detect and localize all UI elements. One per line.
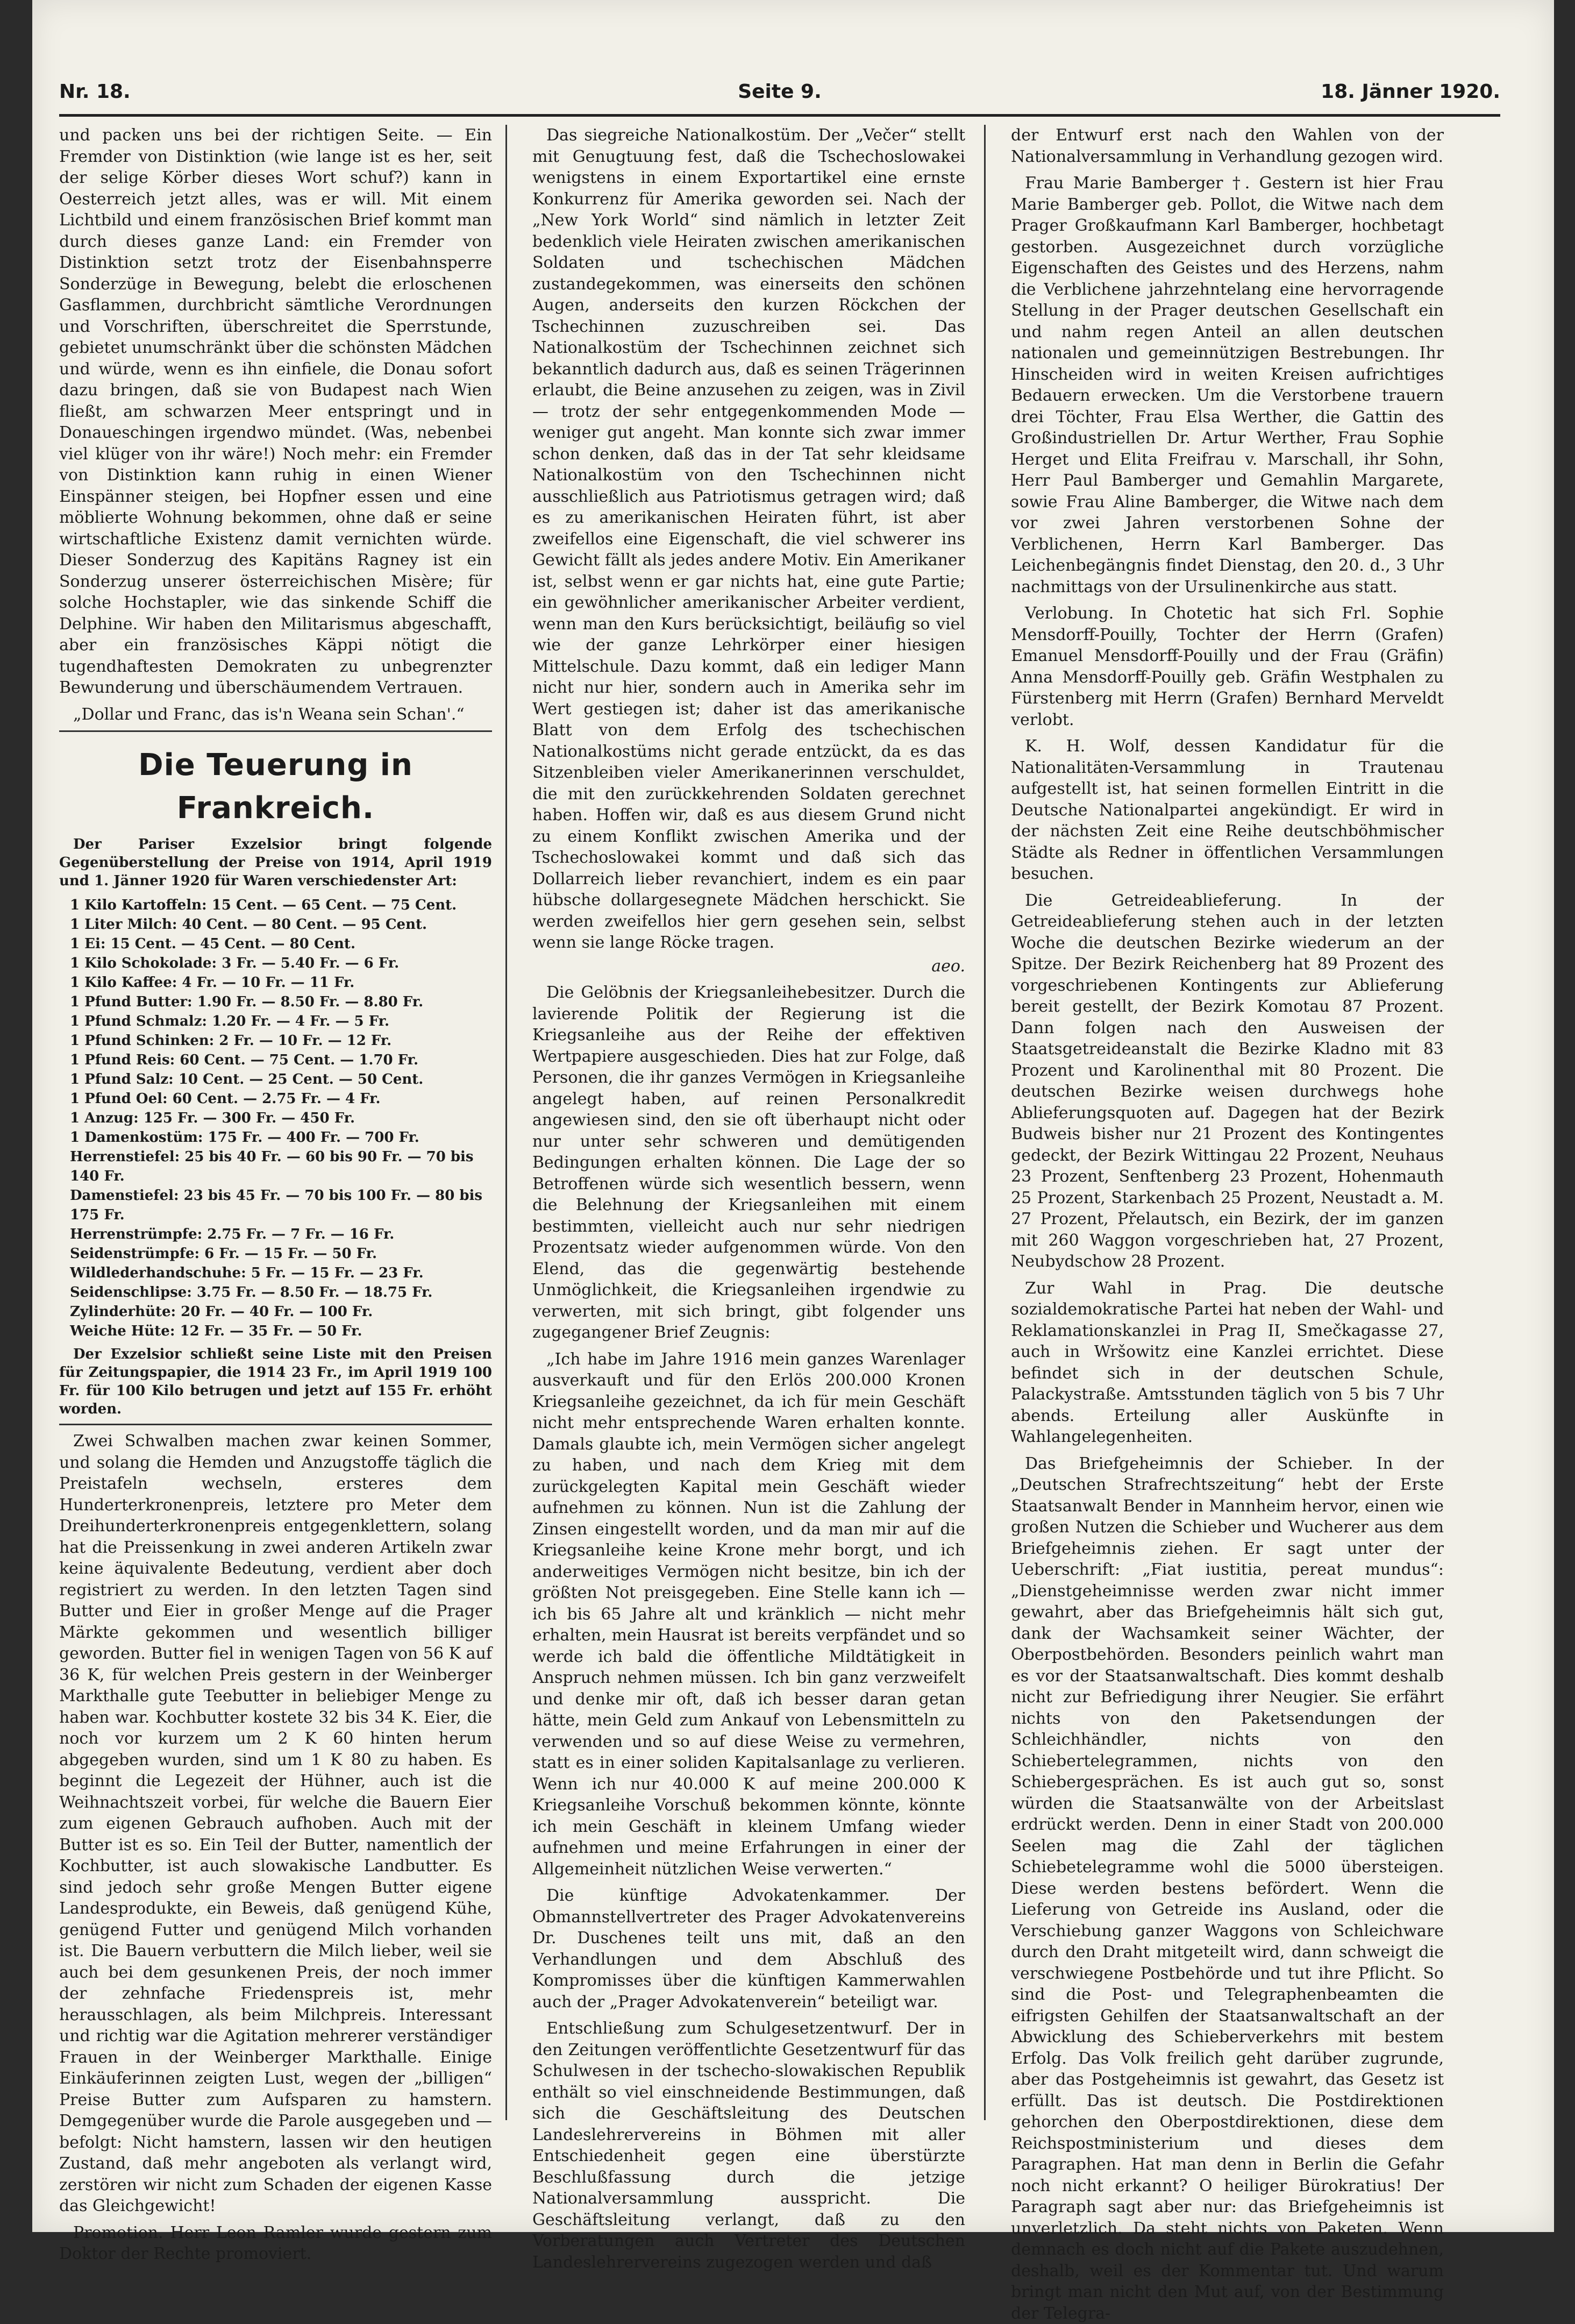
price-item: Herrenstiefel: 25 bis 40 Fr. — 60 bis 90 Fr. — 70 bis 140 Fr.: [70, 1147, 492, 1186]
article-text: Das siegreiche Nationalkostüm. Der „Večer“ stellt mit Genugtuung fest, daß die Tschechoslowakei wenigstens in einem Exportartikel eine ernste Konkurrenz für Amerika geworden sei. Nach der „New York World“ sind nämlich in letzter Zeit bedenklich viele Heiraten zwischen amerikanischen Soldaten und tschechischen Mädchen zustandegekommen, was einerseits den schönen Augen, anderseits den kurzen Röckchen der Tschechinnen zuzuschreiben sei. Das Nationalkostüm der Tschechinnen zeichnet sich bekanntlich dadurch aus, daß es seinen Trägerinnen erlaubt, die Beine anzusehen zu zeigen, was in Zivil — trotz der sehr entgegenkommenden Mode — weniger gut angeht. Man konnte sich zwar immer schon denken, daß das in der Tat sehr kleidsame Nationalkostüm von den Tschechinnen nicht ausschließlich aus Patriotismus getragen wird; daß es zu amerikanischen Heiraten führt, ist aber zweifellos eine Eigenschaft, die viel schwerer ins Gewicht fällt als jedes andere Motiv. Ein Amerikaner ist, selbst wenn er gar nichts hat, eine gute Partie; ein gewöhnlicher amerikanischer Arbeiter verdient, wenn man den Kurs berücksichtigt, beiläufig so viel wie der ganze Lehrkörper einer hiesigen Mittelschule. Dazu kommt, daß ein lediger Mann nicht nur hier, sondern auch in Amerika sehr im Wert gestiegen ist; daher ist das amerikanische Blatt von dem Erfolg des tschechischen Nationalkostüms nicht gerade entzückt, da es das Sitzenbleiben vieler Amerikanerinnen verschuldet, die mit den zurückkehrenden Soldaten gerechnet haben. Hoffen wir, daß es aus diesem Grund nicht zu einem Konflikt zwischen Amerika und der Tschechoslowakei kommt und daß sich das Dollarreich lieber revanchiert, indem es ein paar hübsche dollargesegnete Mädchen herschickt. Sie werden zweifellos hier gern gesehen sein, selbst wenn sie lange Röcke tragen.: [532, 125, 965, 954]
price-item: 1 Liter Milch: 40 Cent. — 80 Cent. — 95 Cent.: [70, 915, 492, 934]
price-item: 1 Pfund Salz: 10 Cent. — 25 Cent. — 50 Cent.: [70, 1070, 492, 1089]
price-item: 1 Pfund Butter: 1.90 Fr. — 8.50 Fr. — 8.80 Fr.: [70, 992, 492, 1012]
price-item: 1 Pfund Schinken: 2 Fr. — 10 Fr. — 12 Fr.: [70, 1031, 492, 1050]
column-3: [1011, 125, 1444, 2131]
price-item: Seidenstrümpfe: 6 Fr. — 15 Fr. — 50 Fr.: [70, 1244, 492, 1263]
column-divider: [984, 125, 986, 2120]
header-rule: [59, 114, 1500, 117]
article-headline: Die Teuerung in Frankreich.: [59, 744, 492, 830]
price-item: 1 Anzug: 125 Fr. — 300 Fr. — 450 Fr.: [70, 1108, 492, 1128]
article-text: Promotion. Herr Leon Ramler wurde gestern zum Doktor der Rechte promoviert.: [59, 2222, 492, 2265]
price-item: 1 Kilo Kaffee: 4 Fr. — 10 Fr. — 11 Fr.: [70, 973, 492, 992]
page-header: [59, 81, 1500, 111]
article-signature: aeo.: [532, 956, 965, 977]
article-text: der Entwurf erst nach den Wahlen von der Nationalversammlung in Verhandlung gezogen wird.: [1011, 125, 1444, 167]
price-item: 1 Pfund Schmalz: 1.20 Fr. — 4 Fr. — 5 Fr.: [70, 1012, 492, 1031]
price-item: 1 Pfund Oel: 60 Cent. — 2.75 Fr. — 4 Fr.: [70, 1089, 492, 1108]
price-item: 1 Ei: 15 Cent. — 45 Cent. — 80 Cent.: [70, 934, 492, 954]
article-quote: „Dollar und Franc, das is'n Weana sein Schan'.“: [59, 704, 492, 726]
article-letter: „Ich habe im Jahre 1916 mein ganzes Warenlager ausverkauft und für den Erlös 200.000 Kronen Kriegsanleihe gezeichnet, da ich für mein Geschäft nicht mehr entsprechende Waren erhalten konnte. Damals glaubte ich, mein Vermögen sicher angelegt zu haben, und nach dem Krieg mit dem zurückgelegten Kapital mein Geschäft wieder aufnehmen zu können. Nun ist die Zahlung der Zinsen eingestellt worden, und da man mir auf die Kriegsanleihe keine Krone mehr borgt, und ich anderweitiges Vermögen nicht besitze, bin ich der größten Not preisgegeben. Eine Stelle kann ich — ich bis 65 Jahre alt und kränklich — nicht mehr erhalten, mein Hausrat ist bereits verpfändet und so werde ich bald die öffentliche Mildtätigkeit in Anspruch nehmen müssen. Ich bin ganz verzweifelt und denke mir oft, daß ich besser daran getan hätte, mein Geld zum Ankauf von Lebensmitteln zu verwenden und so auf diese Weise zu vermehren, statt es in einer soliden Kapitalsanlage zu verlieren. Wenn ich nur 40.000 K auf meine 200.000 K Kriegsanleihe Vorschuß bekommen könnte, könnte ich mein Geschäft in kleinem Umfang wieder aufnehmen und meine Erfahrungen in einer der Allgemeinheit nützlichen Weise verwerten.“: [532, 1349, 965, 1880]
article-intro: Der Pariser Exzelsior bringt folgende Gegenüberstellung der Preise von 1914, April 1919 und 1. Jänner 1920 für Waren verschiedenster Art:: [59, 835, 492, 890]
price-list: [59, 896, 492, 1341]
issue-date: 18. Jänner 1920.: [1321, 81, 1500, 103]
price-item: Seidenschlipse: 3.75 Fr. — 8.50 Fr. — 18.75 Fr.: [70, 1283, 492, 1302]
price-item: 1 Damenkostüm: 175 Fr. — 400 Fr. — 700 Fr.: [70, 1128, 492, 1147]
article-closing: Der Exzelsior schließt seine Liste mit den Preisen für Zeitungspapier, die 1914 23 Fr., im April 1919 100 Fr. für 100 Kilo betrugen und jetzt auf 155 Fr. erhöht worden.: [59, 1345, 492, 1418]
article-text: Verlobung. In Chotetic hat sich Frl. Sophie Mensdorff-Pouilly, Tochter der Herrn (Grafen) Emanuel Mensdorff-Pouilly und der Frau (Gräfin) Anna Mensdorff-Pouilly geb. Gräfin Westphalen zu Fürstenberg mit Herrn (Grafen) Bernhard Merveldt verlobt.: [1011, 603, 1444, 730]
article-text: Die Gelöbnis der Kriegsanleihebesitzer. Durch die lavierende Politik der Regierung ist die Kriegsanleihe aus der Reihe der effektiven Wertpapiere ausgeschieden. Dies hat zur Folge, daß Personen, die ihr ganzes Vermögen in Kriegsanleihe angelegt haben, auf reinen Personalkredit angewiesen sind, den sie oft überhaupt nicht oder nur unter sehr schweren und demütigenden Bedingungen erhalten können. Die Lage der so Betroffenen würde sich wesentlich bessern, wenn die Belehnung der Kriegsanleihen mit einem bestimmten, vielleicht auch nur sehr niedrigen Prozentsatz wieder aufgenommen würde. Von den Elend, das die gegenwärtig bestehende Unmöglichkeit, die Kriegsanleihen irgendwie zu verwerten, mit sich bringt, gibt folgender uns zugegangener Brief Zeugnis:: [532, 982, 965, 1344]
article-text: und packen uns bei der richtigen Seite. — Ein Fremder von Distinktion (wie lange ist es her, seit der selige Körber dieses Wort schuf?) kann in Oesterreich jetzt alles, was er will. Mit einem Lichtbild und einem französischen Brief kommt man durch dieses ganze Land: ein Fremder von Distinktion setzt trotz der Eisenbahnsperre Sonderzüge in Bewegung, belebt die erloschenen Gasflammen, durchbricht sämtliche Verordnungen und Vorschriften, überschreitet die Sperrstunde, gebietet unumschränkt über die schönsten Mädchen und würde, wenn es ihn einfiele, die Donau sofort dazu bringen, daß sie von Budapest nach Wien fließt, am schwarzen Meer entspringt und in Donaueschingen irgendwo mündet. (Was, nebenbei viel klüger von ihr wäre!) Noch mehr: ein Fremder von Distinktion kann ruhig in einen Wiener Einspänner steigen, bei Hopfner essen und eine möblierte Wohnung bekommen, ohne daß er seine wirtschaftliche Existenz damit vernichten würde. Dieser Sonderzug des Kapitäns Ragney ist ein Sonderzug unserer österreichischen Misère; für solche Hochstapler, wie das sinkende Schiff die Delphine. Wir haben den Militarismus abgeschafft, aber ein französisches Käppi nötigt die tugendhaftesten Demokraten zu unbegrenzter Bewunderung und überschäumendem Vertrauen.: [59, 125, 492, 699]
article-text: Zur Wahl in Prag. Die deutsche sozialdemokratische Partei hat neben der Wahl- und Reklamationskanzlei in Prag II, Smečkagasse 27, auch in Wršowitz eine Kanzlei errichtet. Diese befindet sich in der deutschen Schule, Palackystraße. Amtsstunden täglich von 5 bis 7 Uhr abends. Erteilung aller Auskünfte in Wahlangelegenheiten.: [1011, 1278, 1444, 1448]
price-item: Zylinderhüte: 20 Fr. — 40 Fr. — 100 Fr.: [70, 1302, 492, 1321]
price-item: Damenstiefel: 23 bis 45 Fr. — 70 bis 100 Fr. — 80 bis 175 Fr.: [70, 1186, 492, 1225]
article-text: Entschließung zum Schulgesetzentwurf. Der in den Zeitungen veröffentlichte Gesetzentwurf für das Schulwesen in der tschecho-slowakischen Republik enthält so viel einschneidende Bestimmungen, daß sich die Geschäftsleitung des Deutschen Landeslehrervereins in Böhmen mit aller Entschiedenheit gegen eine überstürzte Beschlußfassung durch die jetzige Nationalversammlung ausspricht. Die Geschäftsleitung verlangt, daß zu den Vorberatungen auch Vertreter des Deutschen Landeslehrervereins zugezogen werden und daß: [532, 2018, 965, 2273]
article-text: K. H. Wolf, dessen Kandidatur für die Nationalitäten-Versammlung in Trautenau aufgestellt ist, hat seinen formellen Eintritt in die Deutsche Nationalpartei angekündigt. Er wird in der nächsten Zeit eine Reihe deutschböhmischer Städte als Redner in öffentlichen Versammlungen besuchen.: [1011, 736, 1444, 885]
article-text: Frau Marie Bamberger †. Gestern ist hier Frau Marie Bamberger geb. Pollot, die Witwe nach dem Prager Großkaufmann Karl Bamberger, hochbetagt gestorben. Ausgezeichnet durch vorzügliche Eigenschaften des Geistes und des Herzens, nahm die Verblichene jahrzehntelang eine hervorragende Stellung in der Prager deutschen Gesellschaft ein und nahm regen Anteil an allen deutschen nationalen und gemeinnützigen Bestrebungen. Ihr Hinscheiden wird in weiten Kreisen aufrichtiges Bedauern erwecken. Um die Verstorbene trauern drei Töchter, Frau Elsa Werther, die Gattin des Großindustriellen Dr. Artur Werther, Frau Sophie Herget und Elita Freifrau v. Marschall, ihr Sohn, Herr Paul Bamberger und Gemahlin Margarete, sowie Frau Aline Bamberger, die Witwe nach dem vor zwei Jahren verstorbenen Sohne der Verblichenen, Herrn Karl Bamberger. Das Leichenbegängnis findet Dienstag, den 20. d., 3 Uhr nachmittags von der Ursulinenkirche aus statt.: [1011, 173, 1444, 598]
newspaper-page: [32, 0, 1554, 2232]
column-divider: [505, 125, 507, 2120]
issue-number: Nr. 18.: [59, 81, 131, 103]
price-item: Weiche Hüte: 12 Fr. — 35 Fr. — 50 Fr.: [70, 1321, 492, 1341]
price-item: Wildlederhandschuhe: 5 Fr. — 15 Fr. — 23 Fr.: [70, 1263, 492, 1283]
article-text: Die künftige Advokatenkammer. Der Obmannstellvertreter des Prager Advokatenvereins Dr. Duschenes teilt uns mit, daß an den Verhandlungen und dem Abschluß des Kompromisses über die künftigen Kammerwahlen auch der „Prager Advokatenverein“ beteiligt war.: [532, 1885, 965, 2013]
column-2: [532, 125, 965, 2131]
price-item: 1 Pfund Reis: 60 Cent. — 75 Cent. — 1.70 Fr.: [70, 1050, 492, 1070]
section-rule: [59, 730, 492, 732]
section-rule: [59, 1424, 492, 1425]
price-item: 1 Kilo Schokolade: 3 Fr. — 5.40 Fr. — 6 Fr.: [70, 954, 492, 973]
article-text: Das Briefgeheimnis der Schieber. In der „Deutschen Strafrechtszeitung“ hebt der Erste Staatsanwalt Bender in Mannheim hervor, einen wie großen Nutzen die Schieber und Wucherer aus dem Briefgeheimnis ziehen. Er sagt unter der Ueberschrift: „Fiat iustitia, pereat mundus“: „Dienstgeheimnisse werden zwar nicht immer gewahrt, aber das Briefgeheimnis hält sich gut, dank der Wachsamkeit seiner Wächter, der Oberpostbehörden. Besonders peinlich wahrt man es vor der Staatsanwaltschaft. Dies kommt deshalb nicht zur Befriedigung ihrer Neugier. Sie erfährt nichts von den Paketsendungen der Schleichhändler, nichts von den Schiebertelegrammen, nichts von den Schiebergesprächen. Es ist auch gut so, sonst würden die Staatsanwälte von der Arbeitslast erdrückt werden. Denn in einer Stadt von 200.000 Seelen mag die Zahl der täglichen Schiebetelegramme wohl die 5000 übersteigen. Diese werden bestens befördert. Wenn die Lieferung von Getreide ins Ausland, oder die Verschiebung ganzer Waggons von Schleichware durch den Draht mitgeteilt wird, dann schweigt die verschwiegene Postbehörde und tut ihre Pflicht. So sind die Post- und Telegraphenbeamten die eifrigsten Gehilfen der Staatsanwaltschaft an der Abwicklung des Schieberverkehrs mit bestem Erfolg. Das Volk freilich geht darüber zugrunde, aber das Postgeheimnis ist gewahrt, das Gesetz ist erfüllt. Das ist deutsch. Die Postdirektionen gehorchen den Oberpostdirektionen, diese dem Reichspostministerium und dieses dem Paragraphen. Hat man denn in Berlin die Gefahr noch nicht erkannt? O heiliger Bürokratius! Der Paragraph sagt aber nur: das Briefgeheimnis ist unverletzlich. Da steht nichts von Paketen. Wenn demnach es doch nicht auf die Pakete auszudehnen, deshalb, weil es der Kommentar tut. Und warum bringt man nicht den Mut auf, von der Bestimmung der Telegra-: [1011, 1453, 1444, 2324]
price-item: 1 Kilo Kartoffeln: 15 Cent. — 65 Cent. — 75 Cent.: [70, 896, 492, 915]
page-number: Seite 9.: [59, 81, 1500, 103]
price-item: Herrenstrümpfe: 2.75 Fr. — 7 Fr. — 16 Fr.: [70, 1225, 492, 1244]
article-text: Die Getreideablieferung. In der Getreideablieferung stehen auch in der letzten Woche die deutschen Bezirke wiederum an der Spitze. Der Bezirk Reichenberg hat 89 Prozent des vorgeschriebenen Kontingents zur Ablieferung bereit gestellt, der Bezirk Komotau 87 Prozent. Dann folgen nach den Ausweisen der Staatsgetreideanstalt die Bezirke Kladno mit 83 Prozent und Karolinenthal mit 80 Prozent. Die deutschen Bezirke weisen durchwegs hohe Ablieferungsquoten auf. Dagegen hat der Bezirk Budweis bisher nur 21 Prozent des Kontingentes gedeckt, der Bezirk Wittingau 22 Prozent, Neuhaus 23 Prozent, Senftenberg 23 Prozent, Hohenmauth 25 Prozent, Starkenbach 25 Prozent, Neustadt a. M. 27 Prozent, Přelautsch, ein Bezirk, der im ganzen mit 260 Waggon vorgeschrieben hat, 27 Prozent, Neubydschow 28 Prozent.: [1011, 890, 1444, 1273]
column-1: [59, 125, 492, 2131]
article-text: Zwei Schwalben machen zwar keinen Sommer, und solang die Hemden und Anzugstoffe täglich die Preistafeln wechseln, ersteres dem Hunderterkronenpreis, letztere pro Meter dem Dreihunderterkronenpreis entgegenklettern, solang hat die Preissenkung in zwei anderen Artikeln zwar keine äquivalente Bedeutung, verdient aber doch registriert zu werden. In den letzten Tagen sind Butter und Eier in großer Menge auf die Prager Märkte gekommen und wesentlich billiger geworden. Butter fiel in wenigen Tagen von 56 K auf 36 K, für welchen Preis gestern in der Weinberger Markthalle gute Teebutter in beliebiger Menge zu haben war. Kochbutter kostete 32 bis 34 K. Eier, die noch vor kurzem um 2 K 60 hinten herum abgegeben wurden, sind um 1 K 80 zu haben. Es beginnt die Legezeit der Hühner, auch ist die Weihnachtszeit vorbei, für welche die Bauern Eier zum eigenen Gebrauch aufhoben. Auch mit der Butter ist es so. Ein Teil der Butter, namentlich der Kochbutter, ist auch slowakische Landbutter. Es sind jedoch sehr große Mengen Butter eigene Landesprodukte, ein Beweis, daß genügend Kühe, genügend Futter und genügend Milch vorhanden ist. Die Bauern verbuttern die Milch lieber, weil sie auch bei dem gesunkenen Preis, der noch immer der zehnfache Friedenspreis ist, mehr herausschlagen, als beim Milchpreis. Interessant und richtig war die Agitation mehrerer verständiger Frauen in der Weinberger Markthalle. Einige Einkäuferinnen zeigten Lust, wegen der „billigen“ Preise Butter zum Aufsparen zu hamstern. Demgegenüber wurde die Parole ausgegeben und — befolgt: Nicht hamstern, lassen wir den heutigen Zustand, daß mehr angeboten als verlangt wird, zerstören wir nicht zum Schaden der eigenen Kasse das Gleichgewicht!: [59, 1431, 492, 2217]
